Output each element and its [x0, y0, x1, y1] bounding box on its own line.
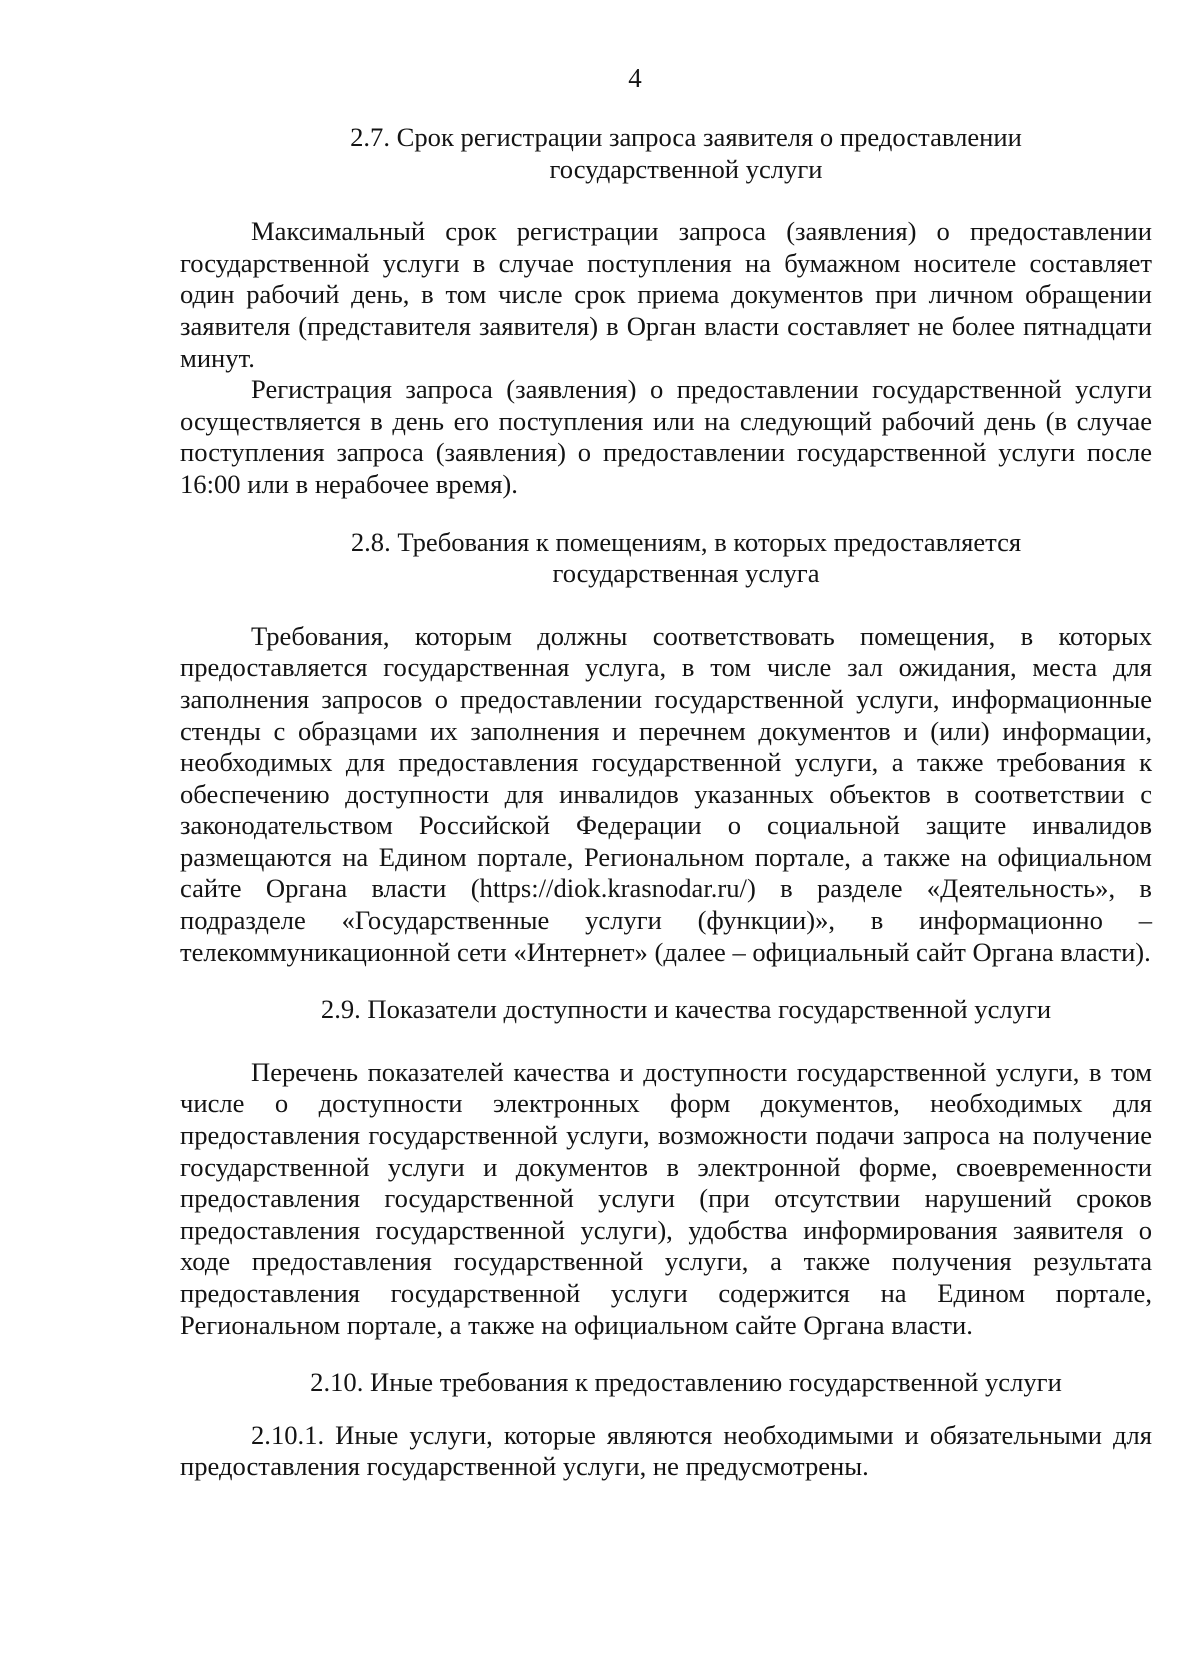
section-heading [180, 122, 1152, 185]
section-heading-line: 2.9. Показатели доступности и качества государственной услуги [320, 994, 1052, 1025]
paragraph: Максимальный срок регистрации запроса (заявления) о предоставлении государственной услуги в случае поступления на бумажном носителе составляет один рабочий день, в том числе срок приема документов при личном обращении заявителя (представителя заявителя) в Орган власти составляет не более пятнадцати минут. [180, 216, 1152, 373]
section-heading-line: 2.7. Срок регистрации запроса заявителя о предоставлении [350, 122, 1022, 152]
paragraph: Перечень показателей качества и доступности государственной услуги, в том числе о доступности электронных форм документов, необходимых для предоставления государственной услуги, возможности подачи запроса на получение государственной услуги и документов в электронной форме, своевременности предоставления государственной услуги (при отсутствии нарушений сроков предоставления государственной услуги), удобства информирования заявителя о ходе предоставления государственной услуги, а также получения результата предоставления государственной услуги содержится на Едином портале, Региональном портале, а также на официальном сайте Органа власти. [180, 1056, 1152, 1340]
section-2-9 [180, 994, 1152, 1341]
paragraph: 2.10.1. Иные услуги, которые являются необходимыми и обязательными для предоставления государственной услуги, не предусмотрены. [180, 1419, 1152, 1482]
section-heading-line: государственная услуга [552, 558, 820, 589]
section-heading-line: 2.10. Иные требования к предоставлению государственной услуги [310, 1367, 1062, 1398]
section-2-8 [180, 527, 1152, 969]
section-heading [180, 1367, 1152, 1399]
section-2-10 [180, 1367, 1152, 1483]
section-heading-line: государственной услуги [549, 153, 823, 184]
paragraph: Требования, которым должны соответствовать помещения, в которых предоставляется государственная услуга, в том числе зал ожидания, места для заполнения запросов о предоставлении государственной услуги, информационные стенды с образцами их заполнения и перечнем документов и (или) информации, необходимых для предоставления государственной услуги, а также требования к обеспечению доступности для инвалидов указанных объектов в соответствии с законодательством Российской Федерации о социальной защите инвалидов размещаются на Едином портале, Региональном портале, а также на официальном сайте Органа власти (https://diok.krasnodar.ru/) в разделе «Деятельность», в подразделе «Государственные услуги (функции)», в информационно – телекоммуникационной сети «Интернет» (далее – официальный сайт Органа власти). [180, 620, 1152, 967]
section-heading [180, 527, 1152, 590]
document-body [180, 122, 1152, 1483]
page-number: 4 [628, 63, 642, 93]
section-heading-line: 2.8. Требования к помещениям, в которых предоставляется [350, 526, 1022, 557]
section-heading [180, 994, 1152, 1026]
paragraph: Регистрация запроса (заявления) о предоставлении государственной услуги осуществляется в день его поступления или на следующий рабочий день (в случае поступления запроса (заявления) о предоставлении государственной услуги после 16:00 или в нерабочее время). [180, 374, 1152, 499]
section-2-7 [180, 122, 1152, 501]
